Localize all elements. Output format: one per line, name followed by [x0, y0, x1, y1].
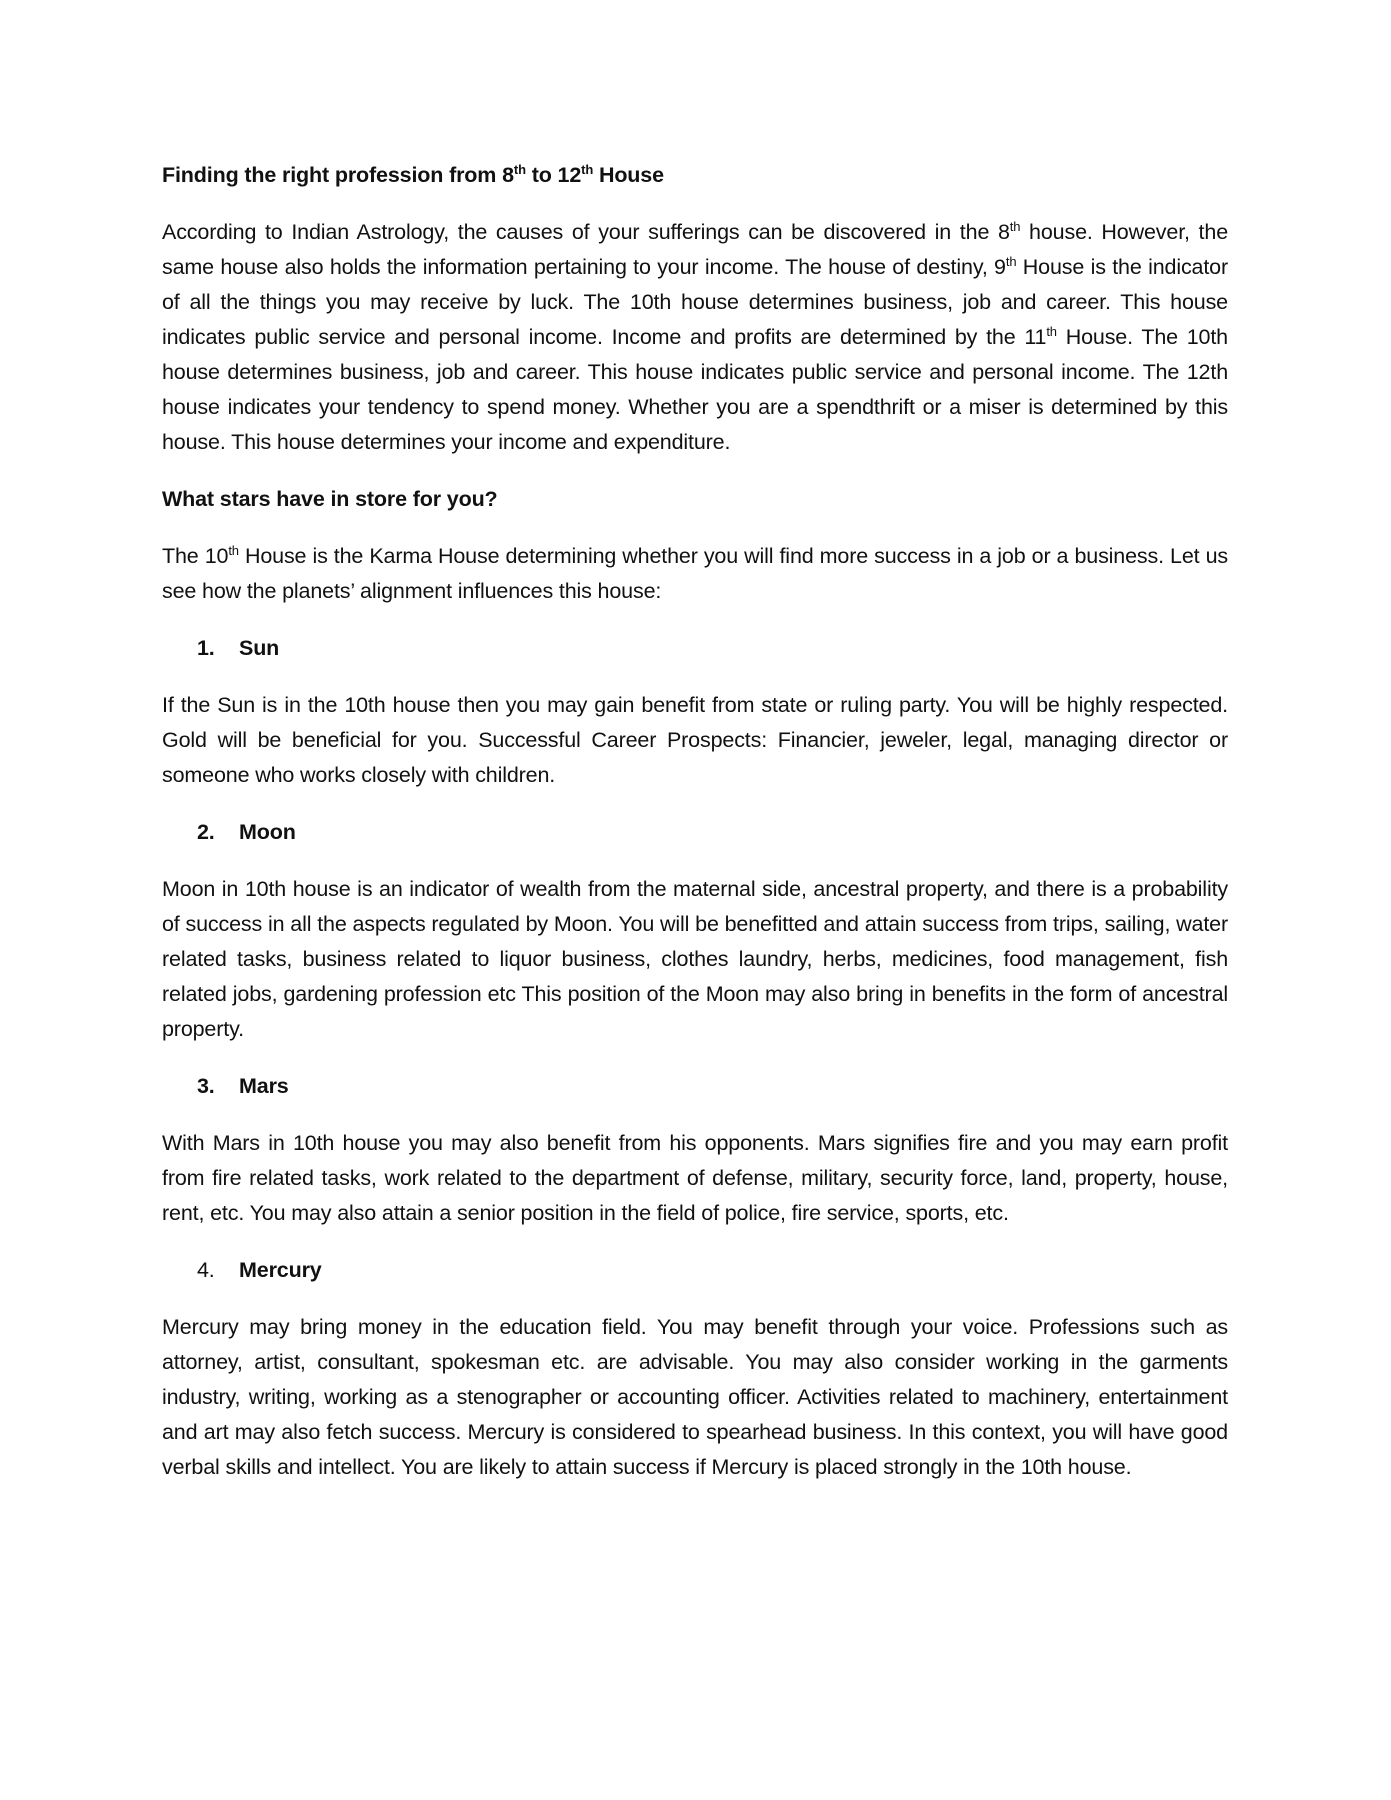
list-label: Sun	[239, 636, 280, 660]
list-item-mars	[162, 1069, 1228, 1104]
mercury-paragraph: Mercury may bring money in the education field. You may benefit through your voice. Professions such as attorney, artist, consultant, spokesman etc. are advisable. You may also consider working in the garments industry, writing, working as a stenographer or accounting officer. Activities related to machinery, entertainment and art may also fetch success. Mercury is considered to spearhead business. In this context, you will have good verbal skills and intellect. You are likely to attain success if Mercury is placed strongly in the 10th house.	[162, 1315, 1228, 1479]
list-number: 1.	[197, 636, 215, 660]
section-heading: What stars have in store for you?	[162, 487, 498, 511]
sun-paragraph: If the Sun is in the 10th house then you may gain benefit from state or ruling party. You will be highly respected. Gold will be beneficial for you. Successful Career Prospects: Financier, jeweler, legal, managing director or someone who works closely with children.	[162, 693, 1228, 787]
list-item-mercury	[162, 1253, 1228, 1288]
list-item-sun	[162, 631, 1228, 666]
list-number: 3.	[197, 1074, 215, 1098]
mars-paragraph: With Mars in 10th house you may also benefit from his opponents. Mars signifies fire and you may earn profit from fire related tasks, work related to the department of defense, military, security force, land, property, house, rent, etc. You may also attain a senior position in the field of police, fire service, sports, etc.	[162, 1131, 1228, 1225]
list-label: Mars	[239, 1074, 289, 1098]
karma-paragraph: The 10th House is the Karma House determining whether you will find more success in a job or a business. Let us see how the planets’ alignment influences this house:	[162, 543, 1228, 603]
list-number: 4.	[197, 1258, 215, 1282]
moon-paragraph: Moon in 10th house is an indicator of wealth from the maternal side, ancestral property, and there is a probability of success in all the aspects regulated by Moon. You will be benefitted and attain success from trips, sailing, water related tasks, business related to liquor business, clothes laundry, herbs, medicines, food management, fish related jobs, gardening profession etc This position of the Moon may also bring in benefits in the form of ancestral property.	[162, 877, 1228, 1041]
list-item-moon	[162, 815, 1228, 850]
intro-paragraph: According to Indian Astrology, the causes of your sufferings can be discovered in the 8th house. However, the same house also holds the information pertaining to your income. The house of destiny, 9th House is the indicator of all the things you may receive by luck. The 10th house determines business, job and career. This house indicates public service and personal income. Income and profits are determined by the 11th House. The 10th house determines business, job and career. This house indicates public service and personal income. The 12th house indicates your tendency to spend money. Whether you are a spendthrift or a miser is determined by this house. This house determines your income and expenditure.	[162, 219, 1228, 454]
list-number: 2.	[197, 820, 215, 844]
list-label: Moon	[239, 820, 296, 844]
document-page	[162, 158, 1228, 1507]
document-title: Finding the right profession from 8th to 12th House	[162, 162, 664, 187]
list-label: Mercury	[239, 1258, 322, 1282]
